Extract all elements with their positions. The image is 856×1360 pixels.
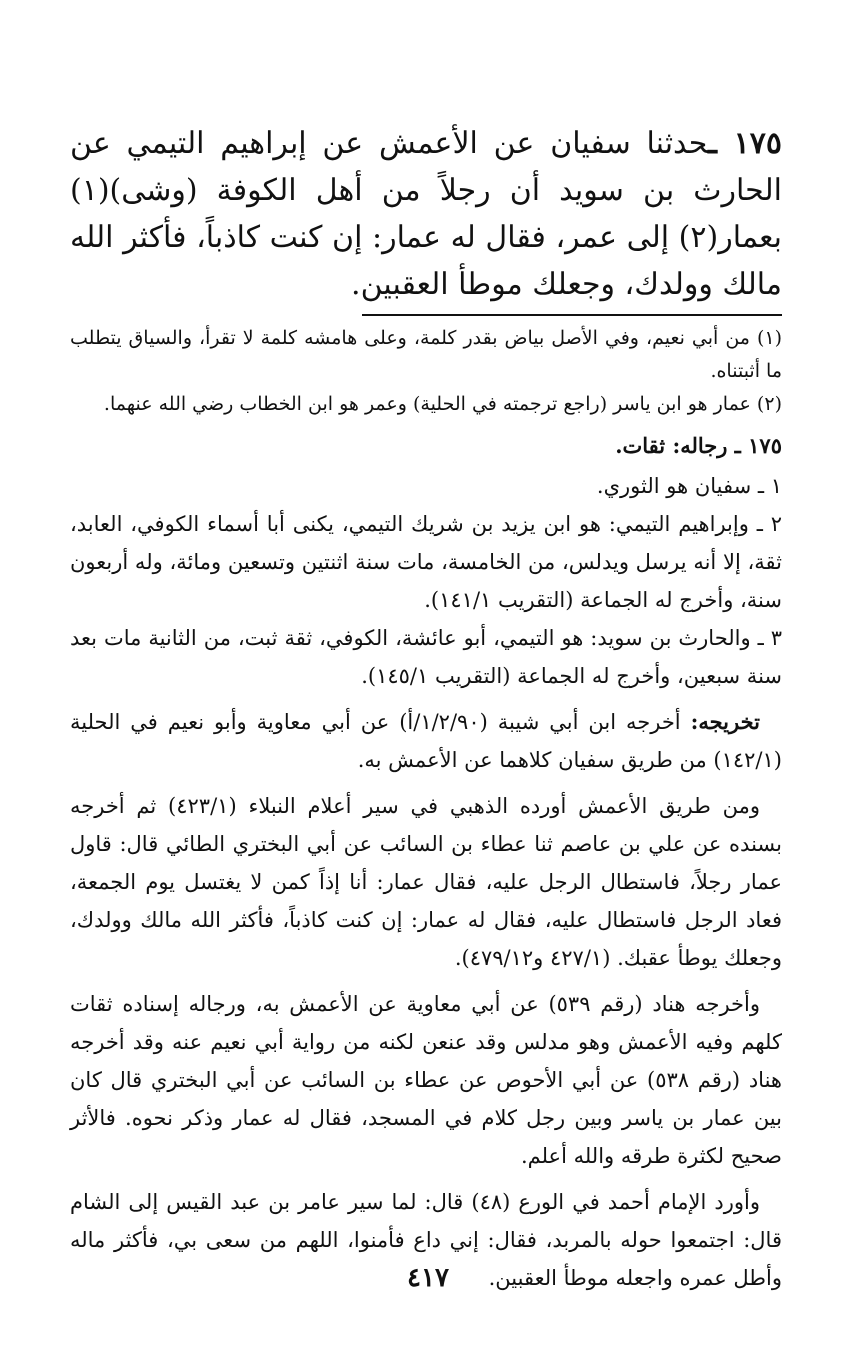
hadith-text: حدثنا سفيان عن الأعمش عن إبراهيم التيمي عن الحارث بن سويد أن رجلاً من أهل الكوفة (وشى)(١) بعمار(٢) إلى عمر، فقال له عمار: إن كنت كاذباً، فأكثر الله مالك وولدك، وجعلك موطأ العقبين. (70, 126, 782, 302)
footnote-2: (٢) عمار هو ابن ياسر (راجع ترجمته في الحلية) وعمر هو ابن الخطاب رضي الله عنهما. (103, 393, 782, 415)
page-body (70, 120, 782, 1297)
page-number: ٤١٧ (407, 1263, 449, 1293)
paragraph-ahmad: وأورد الإمام أحمد في الورع (٤٨) قال: لما سير عامر بن عبد القيس إلى الشام قال: اجتمعوا حوله بالمربد، فقال: إني داع فأمنوا، اللهم من سعى بي، فأكثر ماله وأطل عمره واجعله موطأ العقبين. (70, 1190, 782, 1290)
narrator-2: ٢ ـ وإبراهيم التيمي: هو ابن يزيد بن شريك التيمي، يكنى أبا أسماء الكوفي، العابد، ثقة، إلا أنه يرسل ويدلس، من الخامسة، مات سنة اثنتين وتسعين ومائة، وله أربعون سنة، وأخرج له الجماعة (التقريب ١٤١/١). (70, 512, 782, 612)
footnote-divider (362, 314, 782, 316)
section-heading: ١٧٥ ـ رجاله: ثقات. (615, 433, 782, 458)
narrator-1: ١ ـ سفيان هو الثوري. (596, 474, 782, 498)
takhrij-label: تخريجه: (690, 709, 760, 734)
hadith-number: ١٧٥ ـ (708, 126, 782, 161)
hadith-175 (70, 120, 782, 308)
footnote-1: (١) من أبي نعيم، وفي الأصل بياض بقدر كلمة، وعلى هامشه كلمة لا تقرأ، والسياق يتطلب ما أثبتناه. (70, 327, 782, 382)
paragraph-hannad: وأخرجه هناد (رقم ٥٣٩) عن أبي معاوية عن الأعمش به، ورجاله إسناده ثقات كلهم وفيه الأعمش وهو مدلس وقد عنعن لكنه من رواية أبي نعيم عنه وقد أخرجه هناد (رقم ٥٣٨) عن أبي الأحوص عن عطاء بن السائب عن أبي البختري قال كان بين عمار بن ياسر وبين رجل كلام في المسجد، فقال له عمار وذكر نحوه. فالأثر صحيح لكثرة طرقه والله أعلم. (70, 992, 782, 1168)
takhrij-paragraph (70, 703, 782, 779)
takhrij-text: أخرجه ابن أبي شيبة (١/٢/٩٠/أ) عن أبي معاوية وأبو نعيم في الحلية (١٤٢/١) من طريق سفيان كلاهما عن الأعمش به. (70, 710, 782, 772)
narrator-3: ٣ ـ والحارث بن سويد: هو التيمي، أبو عائشة، الكوفي، ثقة ثبت، من الثانية مات بعد سنة سبعين، وأخرج له الجماعة (التقريب ١٤٥/١). (70, 626, 782, 688)
paragraph-dhahabi: ومن طريق الأعمش أورده الذهبي في سير أعلام النبلاء (٤٢٣/١) ثم أخرجه بسنده عن علي بن عاصم ثنا عطاء بن السائب عن أبي البختري الطائي قال: قاول عمار رجلاً، فاستطال الرجل عليه، فقال عمار: أنا إذاً كمن لا يغتسل يوم الجمعة، فعاد الرجل فاستطال عليه، فقال له عمار: إن كنت كاذباً، فأكثر الله مالك وولدك، وجعلك يوطأ عقبك. (٤٢٧/١ و٤٧٩/١٢). (70, 794, 782, 970)
